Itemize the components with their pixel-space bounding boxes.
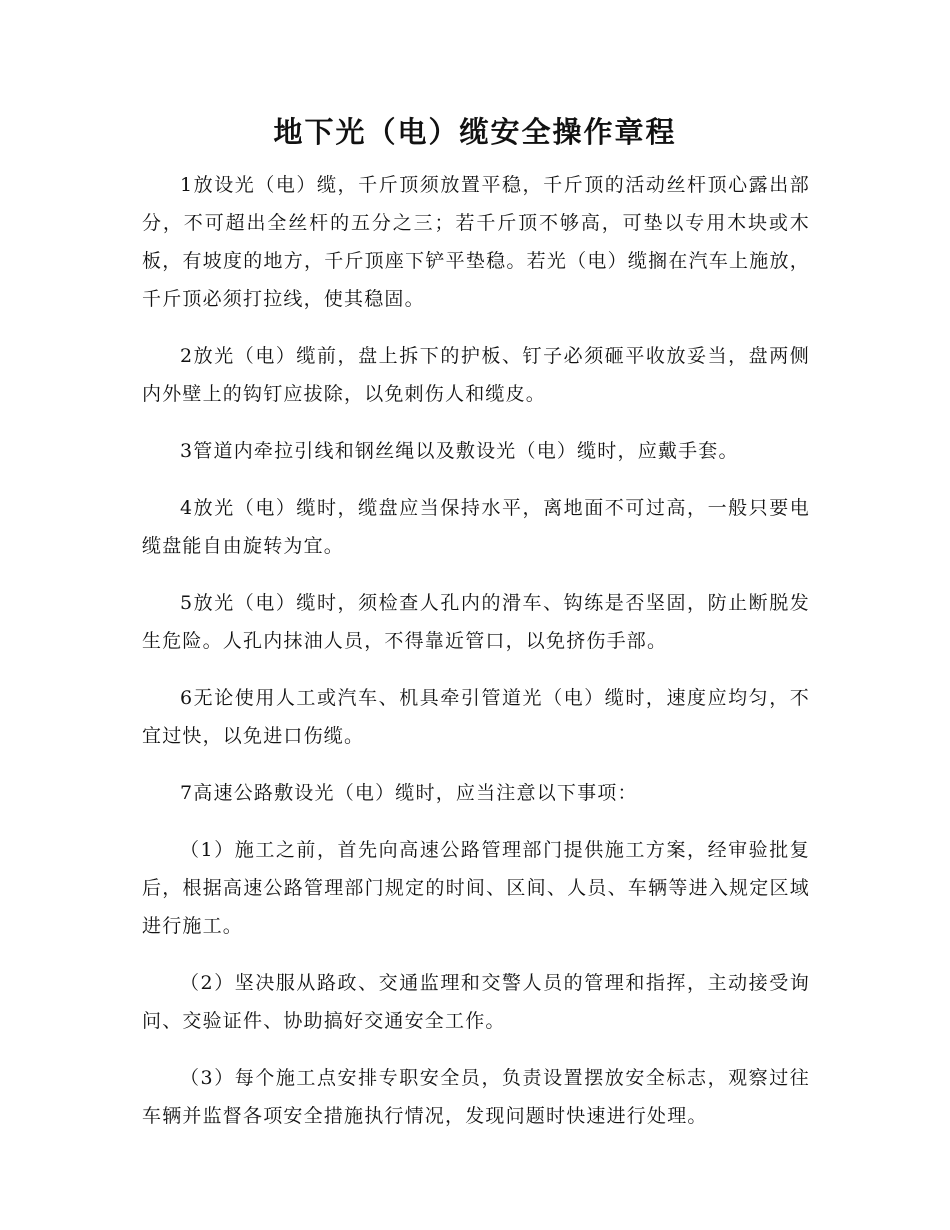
paragraph-6: 6无论使用人工或汽车、机具牵引管道光（电）缆时，速度应均匀，不宜过快，以免进口伤缆。 <box>142 687 810 747</box>
paragraph-3: 3管道内牵拉引线和钢丝绳以及敷设光（电）缆时，应戴手套。 <box>180 440 739 462</box>
paragraph-7: 7高速公路敷设光（电）缆时，应当注意以下事项： <box>180 782 638 804</box>
document-body <box>142 166 810 1154</box>
document-title: 地下光（电）缆安全操作章程 <box>273 115 677 149</box>
sub-item-2: （2）坚决服从路政、交通监理和交警人员的管理和指挥，主动接受询问、交验证件、协助搞好交通安全工作。 <box>142 972 810 1032</box>
sub-item-3: （3）每个施工点安排专职安全员，负责设置摆放安全标志，观察过往车辆并监督各项安全措施执行情况，发现问题时快速进行处理。 <box>142 1067 810 1127</box>
paragraph-4: 4放光（电）缆时，缆盘应当保持水平，离地面不可过高，一般只要电缆盘能自由旋转为宜。 <box>142 497 810 557</box>
paragraph-1: 1放设光（电）缆，千斤顶须放置平稳，千斤顶的活动丝杆顶心露出部分，不可超出全丝杆的五分之三；若千斤顶不够高，可垫以专用木块或木板，有坡度的地方，千斤顶座下铲平垫稳。若光（电）缆搁在汽车上施放，千斤顶必须打拉线，使其稳固。 <box>142 174 810 310</box>
paragraph-2: 2放光（电）缆前，盘上拆下的护板、钉子必须砸平收放妥当，盘两侧内外壁上的钩钉应拔除，以免刺伤人和缆皮。 <box>142 345 810 405</box>
sub-item-1: （1）施工之前，首先向高速公路管理部门提供施工方案，经审验批复后，根据高速公路管理部门规定的时间、区间、人员、车辆等进入规定区域进行施工。 <box>142 839 810 937</box>
paragraph-5: 5放光（电）缆时，须检查人孔内的滑车、钩练是否坚固，防止断脱发生危险。人孔内抹油人员，不得靠近管口，以免挤伤手部。 <box>142 592 810 652</box>
